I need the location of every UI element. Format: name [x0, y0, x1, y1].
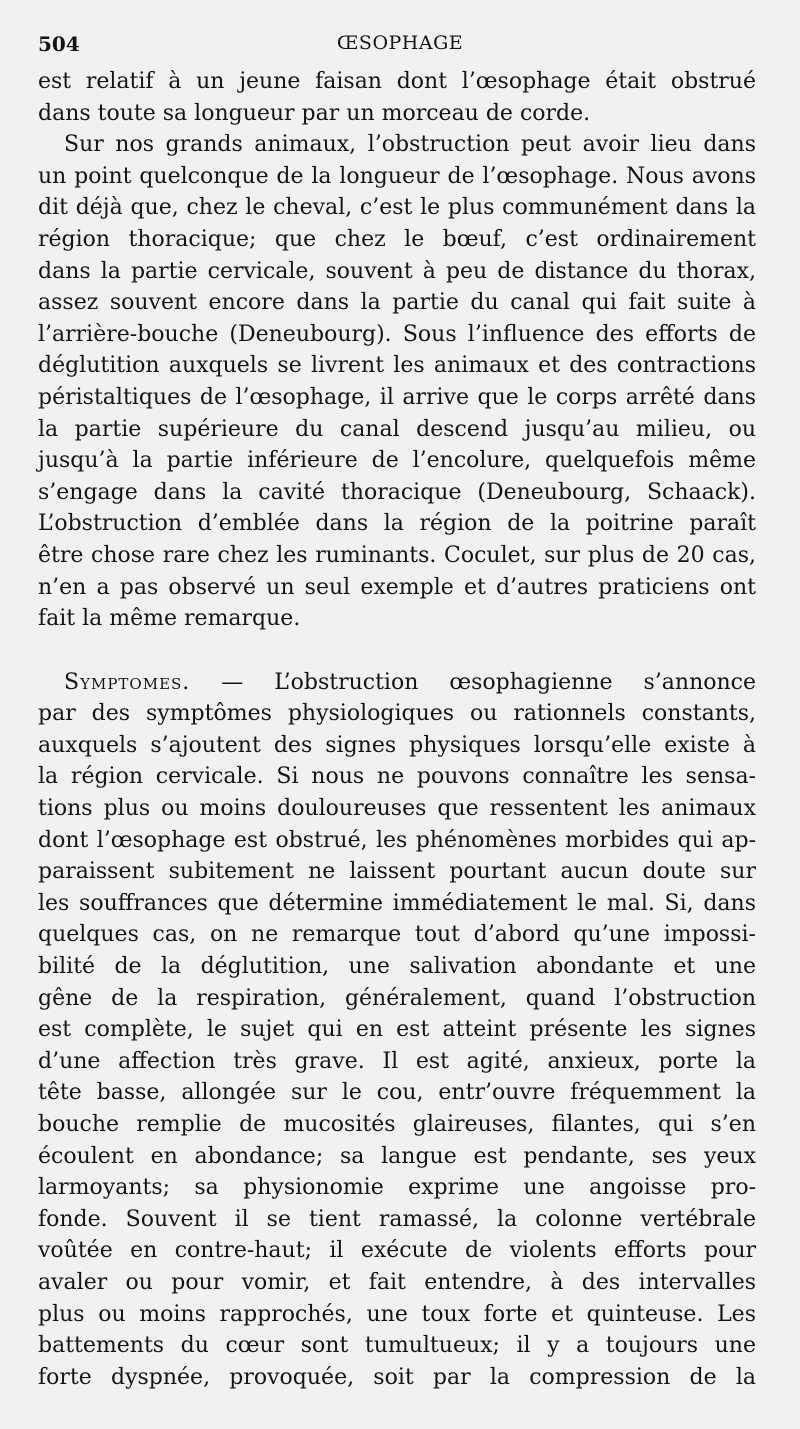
text-line: bouche remplie de mucosités glaireuses, filantes, qui s’en	[38, 1112, 756, 1137]
text-line: fait la même remarque.	[38, 606, 301, 632]
text-line: avaler ou pour vomir, et fait entendre, à des intervalles	[38, 1269, 756, 1295]
text-line: tête basse, allongée sur le cou, entr’ouvre fréquemment la	[38, 1080, 756, 1106]
text-line: Sur nos grands animaux, l’obstruction peut avoir lieu dans	[64, 132, 756, 158]
text-line: tions plus ou moins douloureuses que ressentent les animaux	[38, 796, 756, 822]
text-line: battements du cœur sont tumultueux; il y a toujours une	[38, 1333, 756, 1359]
text-line: fonde. Souvent il se tient ramassé, la colonne vertébrale	[38, 1206, 756, 1232]
paragraph-continuation	[38, 66, 756, 129]
running-head	[38, 30, 762, 60]
text-line	[38, 667, 756, 699]
text-line: péristaltiques de l’œsophage, il arrive que le corps arrêté dans	[38, 384, 756, 410]
text-line: n’en a pas observé un seul exemple et d’autres praticiens ont	[38, 574, 756, 600]
text-line: larmoyants; sa physionomie exprime une angoisse pro-	[38, 1175, 756, 1201]
text-line: gêne de la respiration, généralement, quand l’obstruction	[38, 985, 756, 1011]
text-line: jusqu’à la partie inférieure de l’encolure, quelquefois même	[38, 448, 756, 474]
running-title: ŒSOPHAGE	[336, 32, 464, 54]
text-line: écoulent en abondance; sa langue est pendante, ses yeux	[38, 1143, 756, 1169]
text-line: dans toute sa longueur par un morceau de corde.	[38, 100, 591, 126]
text-line: est complète, le sujet qui en est atteint présente les signes	[38, 1017, 756, 1043]
paragraph-spacer	[38, 635, 756, 667]
page-number: 504	[38, 32, 80, 56]
text-line: déglutition auxquels se livrent les animaux et des contractions	[38, 353, 756, 379]
text-line: la partie supérieure du canal descend jusqu’au milieu, ou	[38, 416, 756, 442]
text-line: plus ou moins rapprochés, une toux forte et quinteuse. Les	[38, 1301, 756, 1327]
text-line: s’engage dans la cavité thoracique (Deneubourg, Schaack).	[38, 479, 756, 505]
text-line: L’obstruction d’emblée dans la région de la poitrine paraît	[38, 511, 756, 537]
text-fragment: L’obstruction œsophagienne s’annonce	[274, 669, 756, 695]
text-line: paraissent subitement ne laissent pourtant aucun doute sur	[38, 859, 756, 885]
text-line: auxquels s’ajoutent des signes physiques lorsqu’elle existe à	[38, 732, 756, 758]
text-line: région thoracique; que chez le bœuf, c’est ordinairement	[38, 226, 756, 252]
text-line: un point quelconque de la longueur de l’œsophage. Nous avons	[38, 163, 756, 189]
text-line: bilité de la déglutition, une salivation abondante et une	[38, 954, 756, 980]
text-line: la région cervicale. Si nous ne pouvons connaître les sensa-	[38, 764, 756, 790]
text-line: dit déjà que, chez le cheval, c’est le plus communément dans la	[38, 195, 756, 221]
text-line: l’arrière-bouche (Deneubourg). Sous l’influence des efforts de	[38, 321, 756, 347]
text-line: dont l’œsophage est obstrué, les phénomènes morbides qui ap-	[38, 827, 756, 853]
text-line: par des symptômes physiologiques ou rationnels constants,	[38, 701, 756, 727]
section-heading: Symptomes.	[64, 669, 191, 695]
text-line: forte dyspnée, provoquée, soit par la compression de la	[38, 1364, 756, 1390]
text-line: voûtée en contre-haut; il exécute de violents efforts pour	[38, 1238, 756, 1264]
text-line: être chose rare chez les ruminants. Coculet, sur plus de 20 cas,	[38, 542, 756, 568]
heading-dash: —	[190, 669, 275, 695]
paragraph-symptoms	[38, 667, 756, 1394]
paragraph-obstruction-location	[38, 129, 756, 635]
text-line: d’une affection très grave. Il est agité, anxieux, porte la	[38, 1048, 756, 1074]
text-line: dans la partie cervicale, souvent à peu de distance du thorax,	[38, 258, 756, 284]
body-text	[38, 66, 756, 1393]
text-line: est relatif à un jeune faisan dont l’œsophage était obstrué	[38, 69, 756, 94]
text-line: les souffrances que détermine immédiatement le mal. Si, dans	[38, 890, 756, 916]
text-line: assez souvent encore dans la partie du canal qui fait suite à	[38, 290, 756, 316]
text-line: quelques cas, on ne remarque tout d’abord qu’une impossi-	[38, 922, 756, 948]
